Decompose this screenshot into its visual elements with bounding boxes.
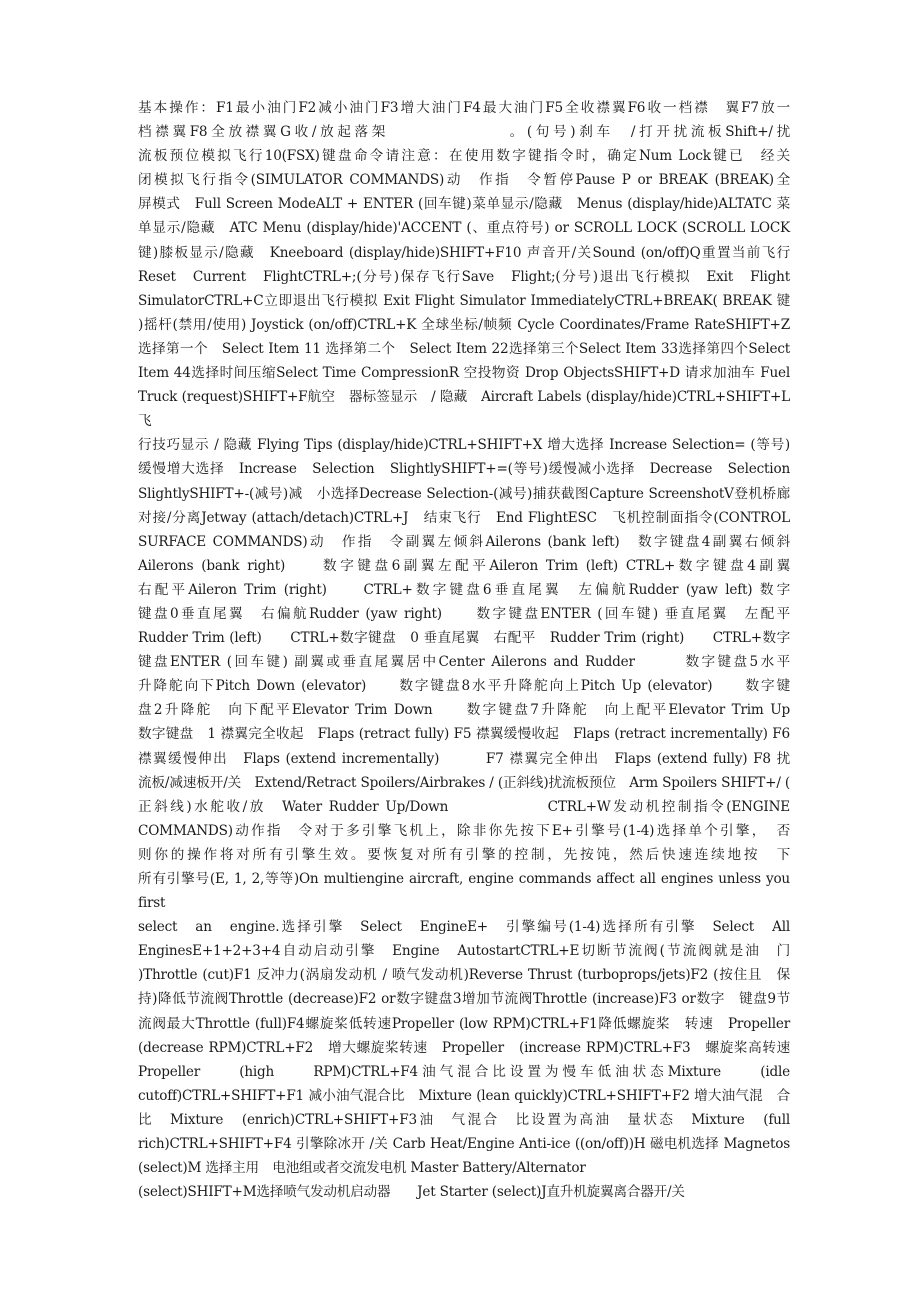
text-line: 键盘0垂直尾翼 右偏航Rudder (yaw right) 数字键盘ENTER (回车键) 垂直尾翼 左配平 — [138, 605, 790, 622]
text-line: 正斜线)水舵收/放 Water Rudder Up/Down CTRL+W发动机控制指令(ENGINE — [138, 798, 790, 815]
text-line: SlightlySHIFT+-(减号)减 小选择Decrease Selection-(减号)捕获截图Capture ScreenshotV登机桥廊 — [138, 485, 790, 502]
text-line: 屏模式 Full Screen ModeALT + ENTER (回车键)菜单显示/隐藏 Menus (display/hide)ALTATC 菜 — [138, 196, 790, 213]
text-line: Rudder Trim (left) CTRL+数字键盘 0 垂直尾翼 右配平 Rudder Trim (right) CTRL+数字 — [138, 630, 790, 647]
text-line: 基本操作：F1最小油门F2减小油门F3增大油门F4最大油门F5全收襟翼F6收一档襟 翼F7放一 — [138, 100, 790, 116]
text-line: )Throttle (cut)F1 反冲力(涡扇发动机 / 喷气发动机)Reverse Thrust (turboprops/jets)F2 (按住且 保 — [138, 967, 790, 984]
text-line: 持)降低节流阀Throttle (decrease)F2 or数字键盘3增加节流阀Throttle (increase)F3 or数字 键盘9节 — [138, 991, 790, 1008]
text-line: rich)CTRL+SHIFT+F4 引擎除冰开 /关 Carb Heat/Engine Anti-ice ((on/off))H 磁电机选择 Magnetos — [138, 1136, 790, 1153]
text-line: Item 44选择时间压缩Select Time CompressionR 空投物资 Drop ObjectsSHIFT+D 请求加油车 Fuel — [138, 365, 790, 382]
text-line: cutoff)CTRL+SHIFT+F1 减小油气混合比 Mixture (lean quickly)CTRL+SHIFT+F2 增大油气混 合 — [138, 1087, 790, 1104]
text-line: 数字键盘 1 襟翼完全收起 Flaps (retract fully) F5 襟翼缓慢收起 Flaps (retract incrementally) F6 — [138, 726, 790, 743]
text-line: 缓慢增大选择 Increase Selection SlightlySHIFT+=(等号)缓慢减小选择 Decrease Selection — [138, 461, 790, 478]
text-line: 比 Mixture (enrich)CTRL+SHIFT+F3油 气混合 比设置为高油 量状态 Mixture (full — [138, 1111, 790, 1128]
text-line: Ailerons (bank right) 数字键盘6副翼左配平Aileron Trim (left) CTRL+数字键盘4副翼 — [138, 557, 790, 574]
text-line: SURFACE COMMANDS)动 作指 令副翼左倾斜Ailerons (bank left) 数字键盘4副翼右倾斜 — [138, 533, 790, 550]
text-line: COMMANDS)动作指 令对于多引擎飞机上，除非你先按下E+引擎号(1-4)选择单个引擎， 否 — [138, 822, 790, 839]
text-line: 所有引擎号(E, 1, 2,等等)On multiengine aircraft, engine commands affect all engines unless you first — [138, 871, 790, 912]
text-line: 流阀最大Throttle (full)F4螺旋桨低转速Propeller (low RPM)CTRL+F1降低螺旋桨 转速 Propeller — [138, 1015, 790, 1032]
text-line: 闭模拟飞行指令(SIMULATOR COMMANDS)动 作指 令暂停Pause P or BREAK (BREAK)全 — [138, 172, 790, 189]
text-line: 右配平Aileron Trim (right) CTRL+数字键盘6垂直尾翼 左偏航Rudder (yaw left) 数字 — [138, 581, 790, 598]
text-line: 则你的操作将对所有引擎生效。要恢复对所有引擎的控制，先按饨，然后快速连续地按 下 — [138, 846, 790, 863]
text-line: (decrease RPM)CTRL+F2 增大螺旋桨转速 Propeller (increase RPM)CTRL+F3 螺旋桨高转速 — [138, 1039, 790, 1056]
text-line: Propeller (high RPM)CTRL+F4油气混合比设置为慢车低油状态Mixture (idle — [138, 1063, 790, 1080]
text-line: 键)膝板显示/隐藏 Kneeboard (display/hide)SHIFT+F10 声音开/关Sound (on/off)Q重置当前飞行 — [138, 244, 790, 261]
text-line: 流板/减速板开/关 Extend/Retract Spoilers/Airbrakes / (正斜线)扰流板预位 Arm Spoilers SHIFT+/ ( — [138, 774, 790, 791]
text-line: Truck (request)SHIFT+F航空 器标签显示 / 隐藏 Aircraft Labels (display/hide)CTRL+SHIFT+L 飞 — [138, 389, 790, 430]
text-line: (select)SHIFT+M选择喷气发动机启动器 Jet Starter (select)J直升机旋翼离合器开/关 — [138, 1184, 685, 1201]
text-line: 行技巧显示 / 隐藏 Flying Tips (display/hide)CTRL+SHIFT+X 增大选择 Increase Selection= (等号) — [138, 437, 790, 454]
document-page — [138, 96, 790, 1204]
text-line: 选择第一个 Select Item 11 选择第二个 Select Item 22选择第三个Select Item 33选择第四个Select — [138, 340, 790, 357]
text-line: 流板预位模拟飞行10(FSX)键盘命令请注意：在使用数字键指令时，确定Num Lock键已 经关 — [138, 148, 790, 165]
text-line: (select)M 选择主用 电池组或者交流发电机 Master Battery/Alternator — [138, 1160, 586, 1177]
text-line: 升降舵向下Pitch Down (elevator) 数字键盘8水平升降舵向上Pitch Up (elevator) 数字键 — [138, 678, 790, 695]
text-line: 对接/分离Jetway (attach/detach)CTRL+J 结束飞行 End FlightESC 飞机控制面指令(CONTROL — [138, 509, 790, 526]
text-line: )摇杆(禁用/使用) Joystick (on/off)CTRL+K 全球坐标/帧频 Cycle Coordinates/Frame RateSHIFT+Z — [138, 316, 790, 333]
text-line: 盘2升降舵 向下配平Elevator Trim Down 数字键盘7升降舵 向上配平Elevator Trim Up — [138, 702, 790, 719]
text-line: 襟翼缓慢伸出 Flaps (extend incrementally) F7 襟翼完全伸出 Flaps (extend fully) F8 扰 — [138, 750, 790, 767]
text-line: 档襟翼F8全放襟翼G收/放起落架 。(句号)刹车 /打开扰流板Shift+/扰 — [138, 124, 790, 141]
text-line: select an engine.选择引擎 Select EngineE+ 引擎编号(1-4)选择所有引擎 Select All — [138, 919, 790, 936]
text-line: Reset Current FlightCTRL+;(分号)保存飞行Save Flight;(分号)退出飞行模拟 Exit Flight — [138, 268, 790, 285]
text-line: 单显示/隐藏 ATC Menu (display/hide)'ACCENT (、重点符号) or SCROLL LOCK (SCROLL LOCK — [138, 220, 790, 237]
text-line: SimulatorCTRL+C立即退出飞行模拟 Exit Flight Simulator ImmediatelyCTRL+BREAK( BREAK 键 — [138, 292, 790, 309]
text-line: EnginesE+1+2+3+4自动启动引擎 Engine AutostartCTRL+E切断节流阀(节流阀就是油 门 — [138, 943, 790, 960]
text-line: 键盘ENTER (回车键) 副翼或垂直尾翼居中Center Ailerons and Rudder 数字键盘5水平 — [138, 654, 790, 671]
